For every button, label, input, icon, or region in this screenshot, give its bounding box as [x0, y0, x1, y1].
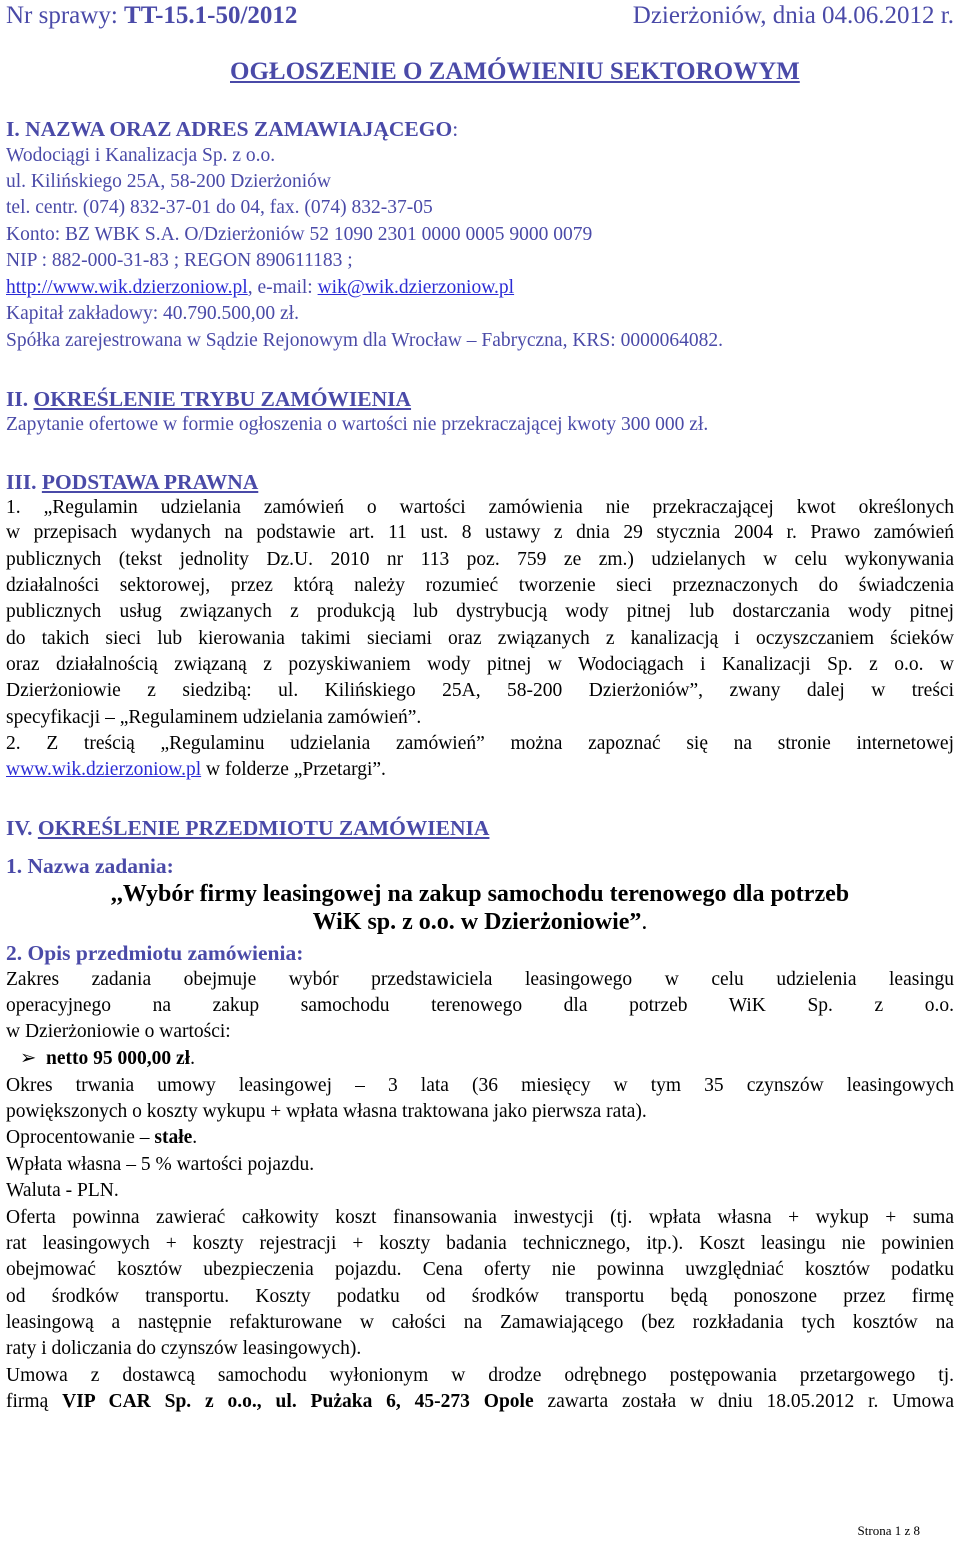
legal-line: publicznych (tekst jednolity Dz.U. 2010 nr 113 poz. 759 ze zm.) udzielanych w celu wykonywania	[6, 549, 954, 570]
net-value: netto 95 000,00 zł	[46, 1048, 191, 1069]
email-link[interactable]: wik@wik.dzierzoniow.pl	[317, 277, 515, 298]
legal-line: w przepisach wydanych na podstawie art. 11 ust. 8 ustawy z dnia 29 stycznia 2004 r. Prawo zamówień	[6, 522, 954, 543]
offer-line: raty i doliczania do czynszów leasingowych).	[6, 1338, 362, 1359]
company-registry: Spółka zarejestrowana w Sądzie Rejonowym dla Wrocław – Fabryczna, KRS: 0000064082.	[6, 330, 723, 351]
description-line: w Dzierżoniowie o wartości:	[6, 1021, 231, 1042]
case-number: TT-15.1-50/2012	[124, 2, 298, 29]
task-label: 1. Nazwa zadania:	[6, 854, 174, 878]
offer-line: leasingową a następnie refakturowane w całości na Zamawiającego (bez rozkładania tych kosztów na	[6, 1312, 954, 1333]
legal-line: 2. Z treścią „Regulaminu udzielania zamówień” można zapoznać się na stronie internetowej	[6, 733, 954, 754]
offer-line: Oferta powinna zawierać całkowity koszt finansowania inwestycji (tj. wpłata własna + wykup + suma	[6, 1207, 954, 1228]
task-title-line-2: WiK sp. z o.o. w Dzierżoniowie”.	[312, 909, 648, 935]
currency-line: Waluta - PLN.	[6, 1180, 119, 1201]
legal-line: działalności sektorowej, przez którą należy rozumieć tworzenie sieci przeznaczonych do świadczenia	[6, 575, 954, 596]
section2-text: Zapytanie ofertowe w formie ogłoszenia o wartości nie przekraczającej kwoty 300 000 zł.	[6, 414, 709, 435]
company-street: ul. Kilińskiego 25A, 58-200 Dzierżoniów	[6, 171, 331, 192]
description-line: operacyjnego na zakup samochodu terenowego dla potrzeb WiK Sp. z o.o.	[6, 995, 954, 1016]
company-capital: Kapitał zakładowy: 40.790.500,00 zł.	[6, 303, 299, 324]
legal-line: oraz działalnością związaną z pozyskiwaniem wody pitnej w Wodociągach i Kanalizacji Sp. z o.o. w	[6, 654, 954, 675]
contract-line-2: firmą VIP CAR Sp. z o.o., ul. Pużaka 6, 45-273 Opole zawarta została w dniu 18.05.2012 r. Umowa	[6, 1391, 954, 1412]
company-nip: NIP : 882-000-31-83 ; REGON 890611183 ;	[6, 250, 353, 271]
header-place-date: Dzierżoniów, dnia 04.06.2012 r.	[632, 2, 954, 29]
section2-heading: II. OKREŚLENIE TRYBU ZAMÓWIENIA	[6, 387, 412, 411]
legal-line: 1. „Regulamin udzielania zamówień o wartości zamówienia nie przekraczającej kwot określonych	[6, 497, 954, 518]
company-phone: tel. centr. (074) 832-37-01 do 04, fax. (074) 832-37-05	[6, 197, 433, 218]
website-link[interactable]: www.wik.dzierzoniow.pl	[6, 759, 202, 780]
term-line: Okres trwania umowy leasingowej – 3 lata (36 miesięcy w tym 35 czynszów leasingowych	[6, 1075, 954, 1096]
section1-heading: I. NAZWA ORAZ ADRES ZAMAWIAJĄCEGO:	[6, 117, 459, 141]
term-line: powiększonych o koszty wykupu + wpłata własna traktowana jako pierwsza rata).	[6, 1101, 647, 1122]
company-name: Wodociągi i Kanalizacja Sp. z o.o.	[6, 145, 276, 166]
page-footer: Strona 1 z 8	[857, 1523, 920, 1538]
description-label: 2. Opis przedmiotu zamówienia:	[6, 941, 304, 965]
contract-line: Umowa z dostawcą samochodu wyłonionym w drodze odrębnego postępowania przetargowego tj.	[6, 1365, 954, 1386]
case-prefix: Nr sprawy:	[6, 2, 125, 29]
offer-line: rat leasingowych + koszty rejestracji + koszty badania technicznego, itp.). Koszt leasingu nie powinien	[6, 1233, 954, 1254]
document-title: OGŁOSZENIE O ZAMÓWIENIU SEKTOROWYM	[230, 58, 800, 85]
legal-line: specyfikacji – „Regulaminem udzielania zamówień”.	[6, 707, 422, 728]
legal-line: do takich sieci lub kierowania takimi sieciami oraz związanych z kanalizacją i oczyszczaniem ścieków	[6, 628, 954, 649]
company-account: Konto: BZ WBK S.A. O/Dzierżoniów 52 1090 2301 0000 0005 9000 0079	[6, 224, 593, 245]
offer-line: od środków transportu. Koszty podatku od środków transportu będą ponoszone przez firmę	[6, 1286, 954, 1307]
contact-line: http://www.wik.dzierzoniow.pl, e-mail: wik@wik.dzierzoniow.pl	[6, 277, 515, 298]
task-title-line-1: ,,Wybór firmy leasingowej na zakup samochodu terenowego dla potrzeb	[110, 881, 850, 907]
website-link[interactable]: http://www.wik.dzierzoniow.pl	[6, 277, 248, 298]
arrow-bullet-icon: ➢	[20, 1048, 37, 1069]
description-line: Zakres zadania obejmuje wybór przedstawiciela leasingowego w celu udzielenia leasingu	[6, 969, 954, 990]
legal-link-line: www.wik.dzierzoniow.pl w folderze „Przetargi”.	[6, 759, 386, 780]
offer-line: obejmować kosztów ubezpieczenia pojazdu. Cena oferty nie powinna uwzględniać kosztów podatku	[6, 1259, 954, 1280]
section3-heading: III. PODSTAWA PRAWNA	[6, 470, 259, 494]
legal-line: Dzierżoniowie z siedzibą: ul. Kilińskiego 25A, 58-200 Dzierżoniów”, zwany dalej w treści	[6, 680, 954, 701]
down-payment-line: Wpłata własna – 5 % wartości pojazdu.	[6, 1154, 315, 1175]
section4-heading: IV. OKREŚLENIE PRZEDMIOTU ZAMÓWIENIA	[6, 816, 490, 840]
legal-line: publicznych usług związanych z produkcją lub dystrybucją wody pitnej lub dostarczania wody pitnej	[6, 601, 954, 622]
net-value-item: ➢ netto 95 000,00 zł.	[6, 1047, 954, 1071]
interest-line: Oprocentowanie – stałe.	[6, 1127, 198, 1148]
